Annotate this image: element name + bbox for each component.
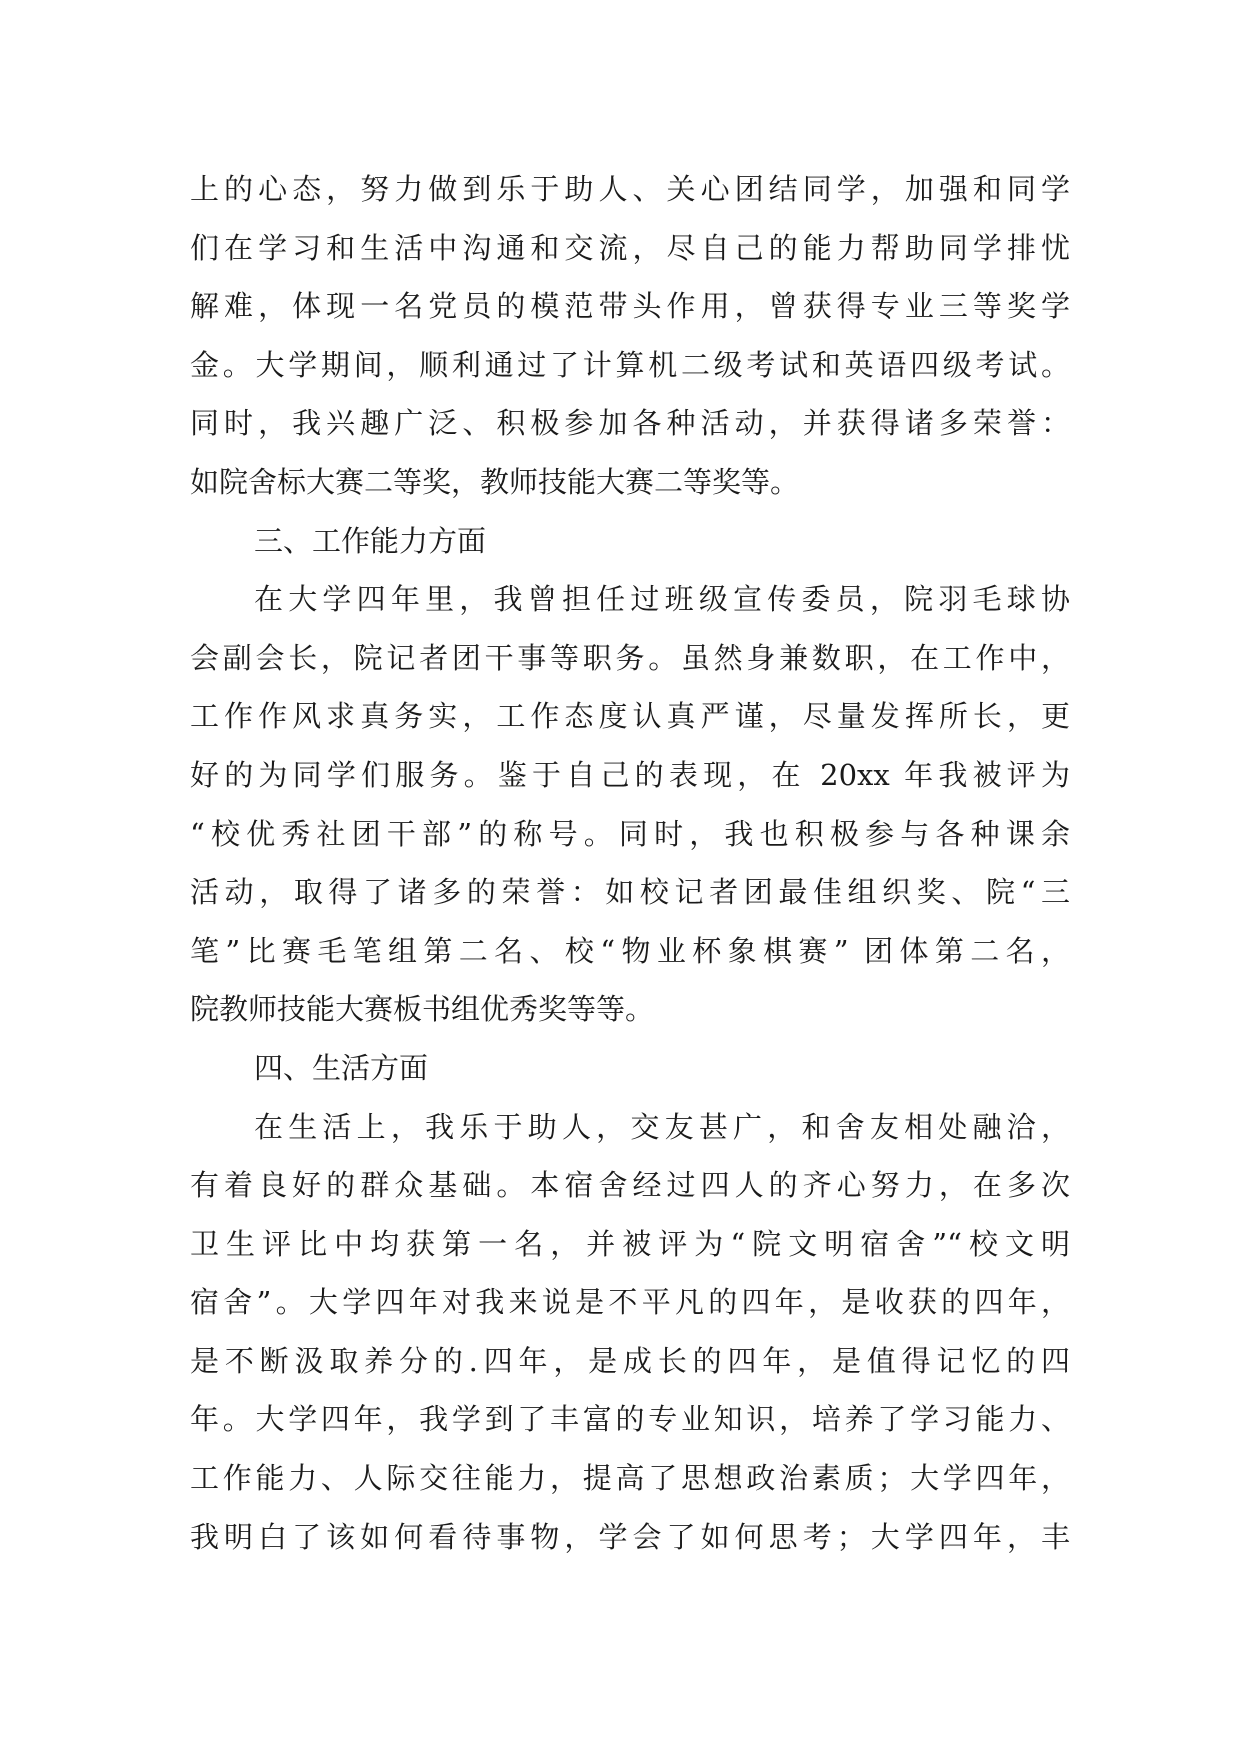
text-line: 院教师技能大赛板书组优秀奖等等。 bbox=[190, 992, 655, 1027]
text-line: “校优秀社团干部”的称号。同时，我也积极参与各种课余 bbox=[190, 816, 1070, 851]
text-line: 们在学习和生活中沟通和交流，尽自己的能力帮助同学排忧 bbox=[190, 230, 1070, 265]
text-line: 好的为同学们服务。鉴于自己的表现，在 20xx 年我被评为 bbox=[190, 757, 1070, 792]
text-line: 卫生评比中均获第一名，并被评为“院文明宿舍”“校文明 bbox=[190, 1226, 1070, 1261]
text-line: 年。大学四年，我学到了丰富的专业知识，培养了学习能力、 bbox=[190, 1402, 1070, 1437]
text-line: 宿舍”。大学四年对我来说是不平凡的四年，是收获的四年， bbox=[190, 1285, 1070, 1320]
text-line: 在大学四年里，我曾担任过班级宣传委员，院羽毛球协 bbox=[254, 582, 1070, 617]
text-line: 解难，体现一名党员的模范带头作用，曾获得专业三等奖学 bbox=[190, 289, 1070, 324]
section-heading: 三、工作能力方面 bbox=[254, 523, 487, 558]
text-line: 上的心态，努力做到乐于助人、关心团结同学，加强和同学 bbox=[190, 172, 1070, 206]
text-line: 活动，取得了诸多的荣誉：如校记者团最佳组织奖、院“三 bbox=[190, 875, 1070, 910]
text-line: 会副会长，院记者团干事等职务。虽然身兼数职，在工作中， bbox=[190, 640, 1070, 675]
text-line: 是不断汲取养分的.四年，是成长的四年，是值得记忆的四 bbox=[190, 1343, 1070, 1378]
text-line: 工作作风求真务实，工作态度认真严谨，尽量发挥所长，更 bbox=[190, 699, 1070, 734]
section-heading: 四、生活方面 bbox=[254, 1050, 429, 1085]
text-line: 同时，我兴趣广泛、积极参加各种活动，并获得诸多荣誉： bbox=[190, 406, 1070, 441]
text-line: 有着良好的群众基础。本宿舍经过四人的齐心努力，在多次 bbox=[190, 1168, 1070, 1203]
text-line: 金。大学期间，顺利通过了计算机二级考试和英语四级考试。 bbox=[190, 347, 1070, 382]
text-line: 笔”比赛毛笔组第二名、校“物业杯象棋赛” 团体第二名， bbox=[190, 933, 1070, 968]
text-line: 工作能力、人际交往能力，提高了思想政治素质；大学四年， bbox=[190, 1461, 1070, 1496]
document-body bbox=[190, 160, 1070, 1566]
text-line: 我明白了该如何看待事物，学会了如何思考；大学四年，丰 bbox=[190, 1519, 1070, 1554]
text-line: 如院舍标大赛二等奖，教师技能大赛二等奖等。 bbox=[190, 464, 800, 499]
text-line: 在生活上，我乐于助人，交友甚广，和舍友相处融洽， bbox=[254, 1109, 1070, 1144]
